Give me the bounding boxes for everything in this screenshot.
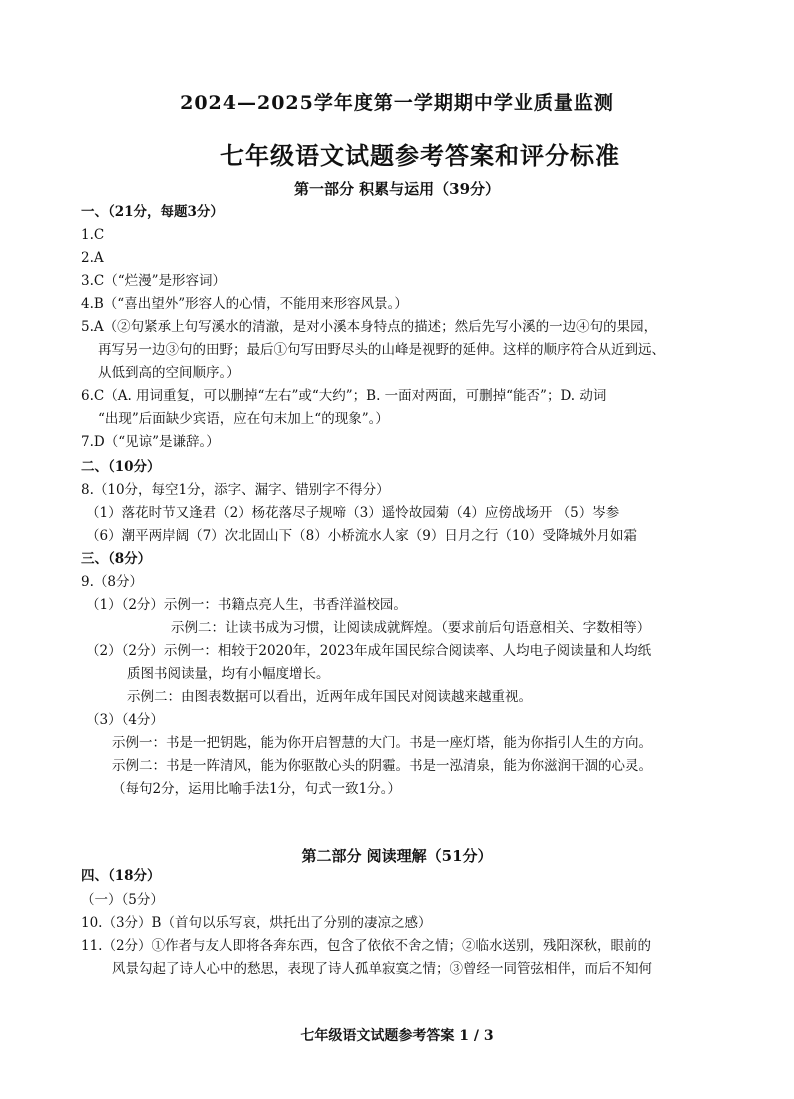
answer-line: 再写另一边③句的田野；最后①句写田野尽头的山峰是视野的延伸。这样的顺序符合从近到远、: [98, 342, 665, 358]
answer-line: 6.C（A. 用词重复，可以删掉“左右”或“大约”；B. 一面对两面，可删掉“能否”；D. 动词: [81, 388, 607, 404]
part2-heading: 第二部分 阅读理解（51分）: [301, 847, 493, 865]
answer-line: 5.A（②句紧承上句写溪水的清澈，是对小溪本身特点的描述；然后先写小溪的一边④句的果园，: [81, 319, 658, 335]
answer-line: 8.（10分，每空1分，添字、漏字、错别字不得分）: [81, 482, 390, 498]
answer-line: 7.D（“见谅”是谦辞。）: [81, 434, 220, 450]
answer-line: 示例一：书是一把钥匙，能为你开启智慧的大门。书是一座灯塔，能为你指引人生的方向。: [112, 735, 652, 751]
answer-line: 示例二：书是一阵清风，能为你驱散心头的阴霾。书是一泓清泉，能为你滋润干涸的心灵。: [112, 758, 652, 774]
answer-line: 4.B（“喜出望外”形容人的心情，不能用来形容风景。）: [81, 296, 408, 312]
document-title: 七年级语文试题参考答案和评分标准: [220, 141, 620, 170]
answer-line: 9.（8分）: [81, 574, 143, 590]
answer-line: 从低到高的空间顺序。）: [98, 365, 240, 381]
exam-year-title: 2024—2025学年度第一学期期中学业质量监测: [180, 92, 614, 114]
answer-line: “出现”后面缺少宾语，应在句末加上“的现象”。）: [98, 411, 389, 427]
answer-line: 质图书阅读量，均有小幅度增长。: [127, 666, 330, 682]
part1-heading: 第一部分 积累与运用（39分）: [293, 180, 501, 198]
answer-line: 10.（3分）B（首句以乐写哀，烘托出了分别的凄凉之感）: [81, 915, 432, 931]
section-4-heading: 四、（18分）: [81, 868, 161, 884]
answer-line: 1.C: [81, 227, 105, 243]
answer-line: 2.A: [81, 250, 104, 266]
answer-line: （1）（2分）示例一：书籍点亮人生，书香洋溢校园。: [86, 597, 407, 613]
section-1-heading: 一、（21分，每题3分）: [81, 204, 224, 220]
answer-line: （6）潮平两岸阔（7）次北固山下（8）小桥流水人家（9）日月之行（10）受降城外月如霜: [86, 528, 638, 544]
answer-line: （每句2分，运用比喻手法1分，句式一致1分。）: [112, 781, 402, 797]
section-2-heading: 二、（10分）: [81, 459, 161, 475]
answer-line: 3.C（“烂漫”是形容词）: [81, 273, 227, 289]
answer-line: （3）（4分）: [86, 712, 164, 728]
page-footer: 七年级语文试题参考答案 1 / 3: [300, 1028, 494, 1044]
answer-line: 风景勾起了诗人心中的愁思，表现了诗人孤单寂寞之情；③曾经一同管弦相伴，而后不知何: [112, 961, 652, 977]
answer-line: 11.（2分）①作者与友人即将各奔东西，包含了依依不舍之情；②临水送别，残阳深秋，眼前的: [81, 938, 652, 954]
answer-line: 示例二：由图表数据可以看出，近两年成年国民对阅读越来越重视。: [127, 689, 532, 705]
answer-line: （一）（5分）: [81, 892, 164, 908]
answer-line: （1）落花时节又逢君（2）杨花落尽子规啼（3）遥怜故园菊（4）应傍战场开 （5）岑参: [86, 505, 620, 521]
answer-line: （2）（2分）示例一：相较于2020年，2023年成年国民综合阅读率、人均电子阅读量和人均纸: [86, 643, 652, 659]
answer-line: 示例二：让读书成为习惯，让阅读成就辉煌。（要求前后句语意相关、字数相等）: [171, 620, 651, 636]
section-3-heading: 三、（8分）: [81, 551, 152, 567]
